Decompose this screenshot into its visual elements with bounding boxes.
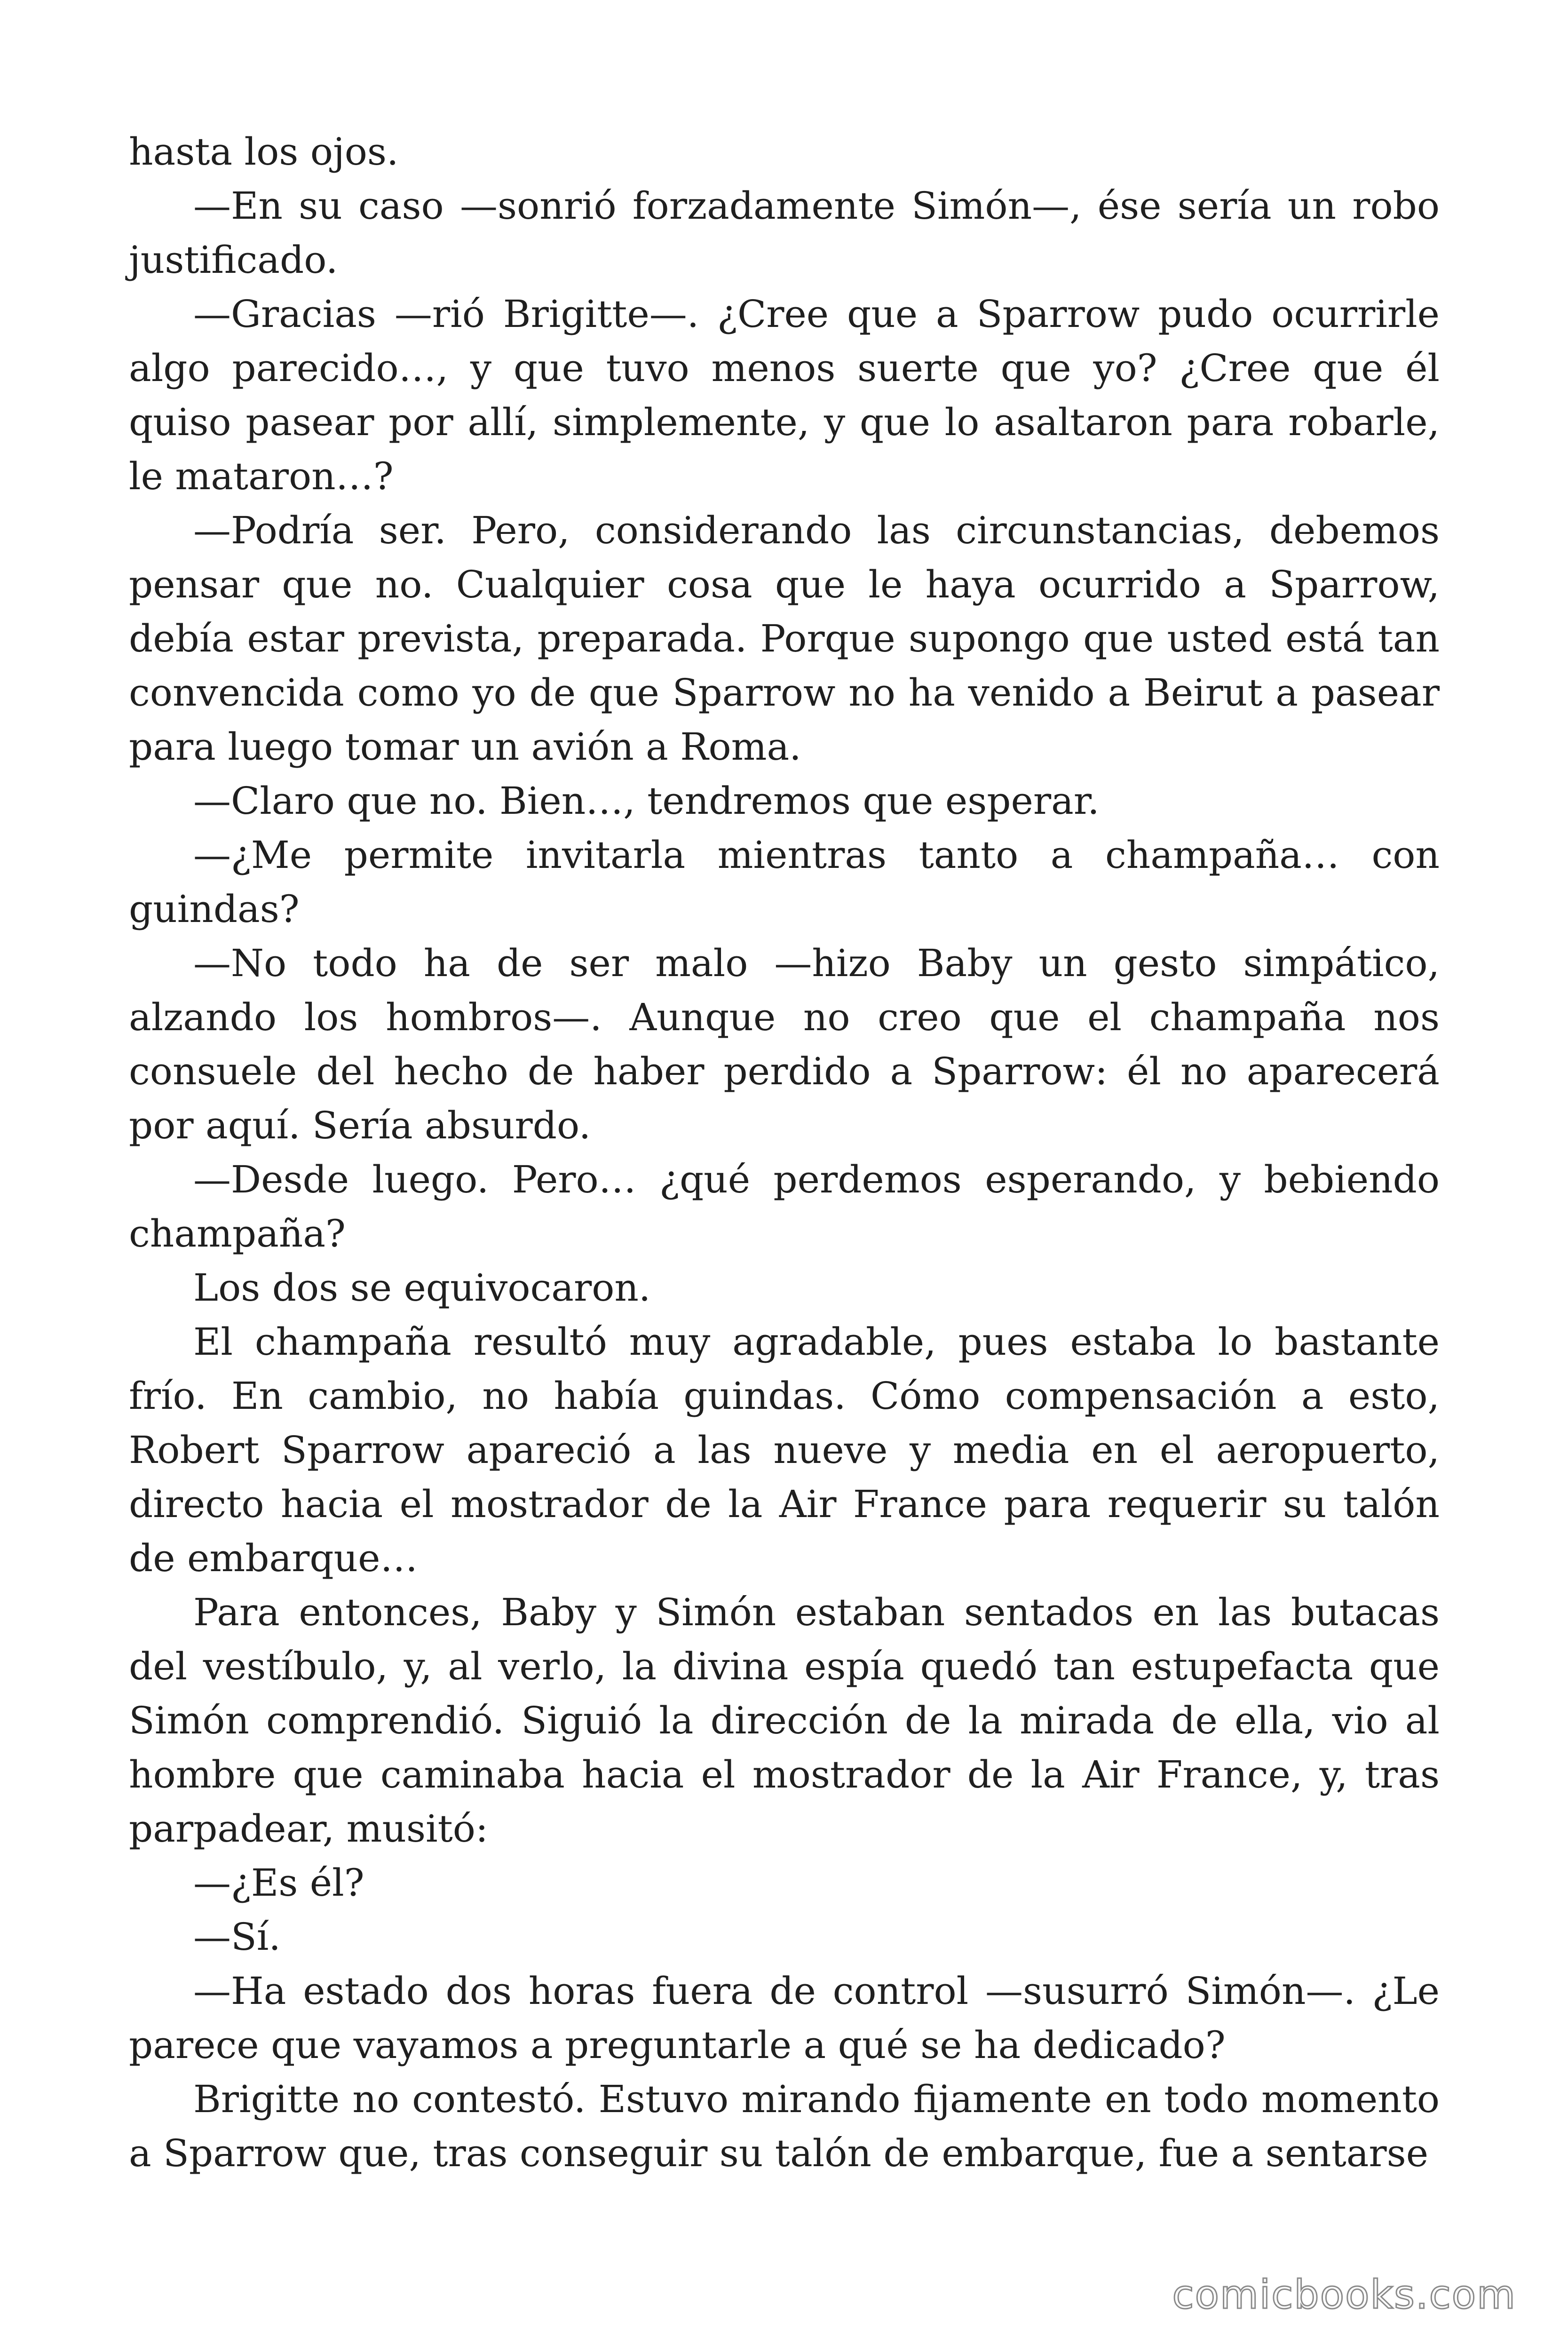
paragraph: El champaña resultó muy agradable, pues estaba lo bastante frío. En cambio, no había guindas. Cómo compensación a esto, Robert Sparrow apareció a las nueve y media en el aeropuerto, directo hacia el mostrador de la Air France para requerir su talón de embarque…	[129, 1320, 1440, 1580]
watermark: comicbooks.com	[1172, 2272, 1516, 2318]
paragraph: —Gracias —rió Brigitte—. ¿Cree que a Sparrow pudo ocurrirle algo parecido…, y que tuvo menos suerte que yo? ¿Cree que él quiso pasear por allí, simplemente, y que lo asaltaron para robarle, le mataron…?	[129, 292, 1440, 498]
paragraph: Para entonces, Baby y Simón estaban sentados en las butacas del vestíbulo, y, al verlo, la divina espía quedó tan estupefacta que Simón comprendió. Siguió la dirección de la mirada de ella, vio al hombre que caminaba hacia el mostrador de la Air France, y, tras parpadear, musitó:	[129, 1590, 1440, 1851]
paragraph: —Claro que no. Bien…, tendremos que esperar.	[193, 779, 1100, 823]
paragraph: —Sí.	[193, 1915, 281, 1959]
paragraph: Brigitte no contestó. Estuvo mirando fijamente en todo momento a Sparrow que, tras conseguir su talón de embarque, fue a sentarse	[129, 2077, 1440, 2175]
paragraph: —No todo ha de ser malo —hizo Baby un gesto simpático, alzando los hombros—. Aunque no creo que el champaña nos consuele del hecho de haber perdido a Sparrow: él no aparecerá por aquí. Sería absurdo.	[129, 941, 1440, 1147]
paragraph: —¿Me permite invitarla mientras tanto a champaña… con guindas?	[129, 833, 1440, 931]
book-page-text	[129, 125, 1440, 2180]
paragraph: —Ha estado dos horas fuera de control —susurró Simón—. ¿Le parece que vayamos a preguntarle a qué se ha dedicado?	[129, 1969, 1440, 2067]
paragraph: Los dos se equivocaron.	[193, 1266, 651, 1310]
paragraph: —¿Es él?	[193, 1861, 364, 1905]
paragraph: —En su caso —sonrió forzadamente Simón—, ése sería un robo justificado.	[129, 184, 1440, 282]
paragraph: —Podría ser. Pero, considerando las circunstancias, debemos pensar que no. Cualquier cosa que le haya ocurrido a Sparrow, debía estar prevista, preparada. Porque supongo que usted está tan convencida como yo de que Sparrow no ha venido a Beirut a pasear para luego tomar un avión a Roma.	[129, 509, 1440, 769]
paragraph: —Desde luego. Pero… ¿qué perdemos esperando, y bebiendo champaña?	[129, 1158, 1440, 1255]
paragraph: hasta los ojos.	[129, 130, 399, 174]
